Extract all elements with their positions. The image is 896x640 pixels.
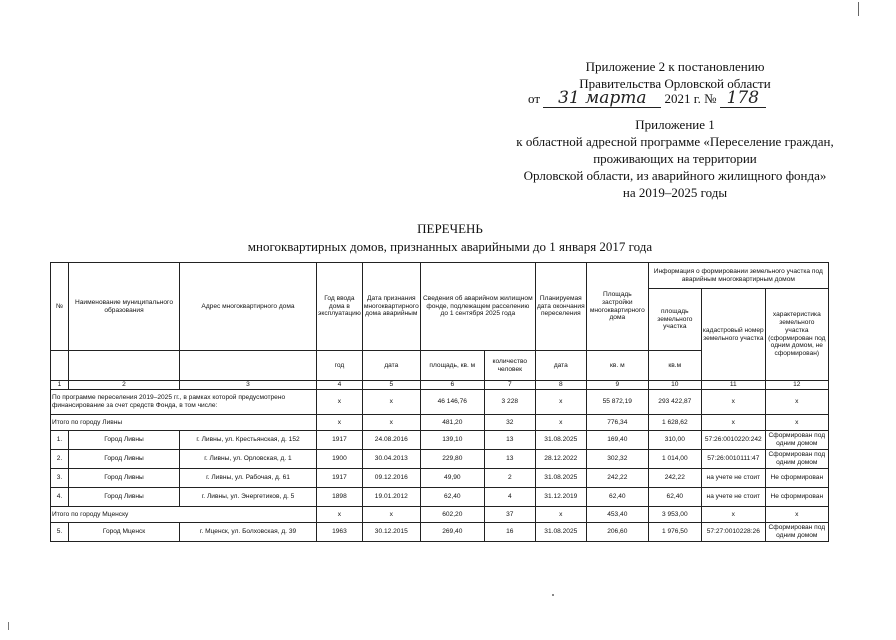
total-cell: х bbox=[765, 390, 828, 415]
total-cell: х bbox=[317, 390, 363, 415]
row-date: 30.12.2015 bbox=[362, 523, 420, 542]
col-fund-header: Сведения об аварийном жилищном фонде, подлежащем расселению до 1 сентября 2025 года bbox=[420, 263, 535, 351]
col-number: 7 bbox=[484, 381, 535, 390]
col-number: 9 bbox=[586, 381, 648, 390]
total-cell: х bbox=[535, 507, 586, 523]
row-built: 242,22 bbox=[586, 469, 648, 488]
total-cell: х bbox=[535, 390, 586, 415]
total-cell: х bbox=[701, 390, 765, 415]
row-num: 1. bbox=[51, 431, 69, 450]
row-date: 09.12.2016 bbox=[362, 469, 420, 488]
row-cadastral: на учете не стоит bbox=[701, 469, 765, 488]
row-land: 310,00 bbox=[648, 431, 701, 450]
col-status-header: характеристика земельного участка (сформирован под одним домом, не сформирован) bbox=[765, 289, 828, 381]
row-built: 302,32 bbox=[586, 450, 648, 469]
row-num: 4. bbox=[51, 488, 69, 507]
total-cell: 3 228 bbox=[484, 390, 535, 415]
row-plan: 31.12.2019 bbox=[535, 488, 586, 507]
total-cell: 32 bbox=[484, 415, 535, 431]
total-cell: х bbox=[701, 507, 765, 523]
row-year: 1917 bbox=[317, 431, 363, 450]
program-line3: Орловской области, из аварийного жилищного фонда» bbox=[523, 168, 827, 183]
total-cell: 481,20 bbox=[420, 415, 484, 431]
total-cell: 46 146,76 bbox=[420, 390, 484, 415]
program-total-label: По программе переселения 2019–2025 гг., в рамках которой предусмотрено финансирование за счет средств Фонда, в том числе: bbox=[51, 390, 317, 415]
col-number: 4 bbox=[317, 381, 363, 390]
col-num-header: № bbox=[51, 263, 69, 351]
row-plan: 31.08.2025 bbox=[535, 523, 586, 542]
row-people: 13 bbox=[484, 431, 535, 450]
row-num: 2. bbox=[51, 450, 69, 469]
col-built-header: Площадь застройки многоквартирного дома bbox=[586, 263, 648, 351]
row-area: 49,90 bbox=[420, 469, 484, 488]
row-status: Сформирован под одним домом bbox=[765, 450, 828, 469]
row-municipality: Город Ливны bbox=[69, 488, 180, 507]
mtsensk-total-row bbox=[51, 507, 829, 523]
row-status: Не сформирован bbox=[765, 488, 828, 507]
corner-mark bbox=[858, 2, 859, 16]
row-land: 242,22 bbox=[648, 469, 701, 488]
unit-people: количество человек bbox=[484, 351, 535, 381]
table-row bbox=[51, 523, 829, 542]
col-number: 6 bbox=[420, 381, 484, 390]
row-address: г. Мценск, ул. Болховская, д. 39 bbox=[180, 523, 317, 542]
col-number: 12 bbox=[765, 381, 828, 390]
col-cadastral-header: кадастровый номер земельного участка bbox=[701, 289, 765, 381]
total-cell: 37 bbox=[484, 507, 535, 523]
row-status: Не сформирован bbox=[765, 469, 828, 488]
row-cadastral: на учете не стоит bbox=[701, 488, 765, 507]
program-line1: к областной адресной программе «Переселение граждан, bbox=[516, 134, 834, 149]
table-row bbox=[51, 469, 829, 488]
col-number: 3 bbox=[180, 381, 317, 390]
row-municipality: Город Ливны bbox=[69, 431, 180, 450]
col-number: 2 bbox=[69, 381, 180, 390]
row-plan: 31.08.2025 bbox=[535, 431, 586, 450]
col-address-header: Адрес многоквартирного дома bbox=[180, 263, 317, 351]
scan-dot bbox=[552, 594, 554, 596]
table-row bbox=[51, 431, 829, 450]
col-land-header: Информация о формировании земельного участка под аварийным многоквартирным домом bbox=[648, 263, 828, 289]
total-cell: 55 872,19 bbox=[586, 390, 648, 415]
unit-sqm: кв. м bbox=[586, 351, 648, 381]
row-date: 24.08.2016 bbox=[362, 431, 420, 450]
row-people: 2 bbox=[484, 469, 535, 488]
document-heading: ПЕРЕЧЕНЬ bbox=[417, 221, 483, 236]
col-number: 1 bbox=[51, 381, 69, 390]
row-year: 1900 bbox=[317, 450, 363, 469]
row-land: 1 976,50 bbox=[648, 523, 701, 542]
column-number-row bbox=[51, 381, 829, 390]
row-land: 1 014,00 bbox=[648, 450, 701, 469]
total-cell: х bbox=[535, 415, 586, 431]
row-area: 269,40 bbox=[420, 523, 484, 542]
row-people: 4 bbox=[484, 488, 535, 507]
row-address: г. Ливны, ул. Крестьянская, д. 152 bbox=[180, 431, 317, 450]
col-number: 8 bbox=[535, 381, 586, 390]
unit-year: год bbox=[317, 351, 363, 381]
total-cell: х bbox=[362, 415, 420, 431]
row-area: 62,40 bbox=[420, 488, 484, 507]
handwritten-date: 31 марта bbox=[558, 88, 647, 108]
row-year: 1963 bbox=[317, 523, 363, 542]
scan-dot bbox=[8, 622, 9, 630]
row-cadastral: 57:26:0010111:47 bbox=[701, 450, 765, 469]
total-cell: х bbox=[317, 507, 363, 523]
row-area: 229,80 bbox=[420, 450, 484, 469]
row-built: 169,40 bbox=[586, 431, 648, 450]
col-number: 5 bbox=[362, 381, 420, 390]
row-plan: 31.08.2025 bbox=[535, 469, 586, 488]
row-people: 16 bbox=[484, 523, 535, 542]
col-number: 11 bbox=[701, 381, 765, 390]
row-area: 139,10 bbox=[420, 431, 484, 450]
col-number: 10 bbox=[648, 381, 701, 390]
row-land: 62,40 bbox=[648, 488, 701, 507]
row-year: 1898 bbox=[317, 488, 363, 507]
program-line4: на 2019–2025 годы bbox=[622, 185, 728, 200]
col-plan-header: Планируемая дата окончания переселения bbox=[535, 263, 586, 351]
col-date-header: Дата признания многоквартирного дома аварийным bbox=[362, 263, 420, 351]
row-num: 5. bbox=[51, 523, 69, 542]
livny-total-row bbox=[51, 415, 829, 431]
appendix-title: Приложение 1 bbox=[635, 117, 715, 132]
table-row bbox=[51, 450, 829, 469]
unit-date: дата bbox=[362, 351, 420, 381]
total-cell: 3 953,00 bbox=[648, 507, 701, 523]
total-cell: 776,34 bbox=[586, 415, 648, 431]
row-built: 62,40 bbox=[586, 488, 648, 507]
row-date: 19.01.2012 bbox=[362, 488, 420, 507]
header-line1: Приложение 2 к постановлению bbox=[585, 59, 765, 74]
row-date: 30.04.2013 bbox=[362, 450, 420, 469]
row-people: 13 bbox=[484, 450, 535, 469]
emergency-houses-table bbox=[50, 262, 829, 542]
unit-sqm2: кв.м bbox=[648, 351, 701, 381]
total-cell: 293 422,87 bbox=[648, 390, 701, 415]
row-plan: 28.12.2022 bbox=[535, 450, 586, 469]
unit-area: площадь, кв. м bbox=[420, 351, 484, 381]
row-year: 1917 bbox=[317, 469, 363, 488]
row-address: г. Ливны, ул. Орловская, д. 1 bbox=[180, 450, 317, 469]
header-line2: Правительства Орловской области bbox=[579, 76, 771, 91]
row-municipality: Город Ливны bbox=[69, 469, 180, 488]
program-line2: проживающих на территории bbox=[593, 151, 757, 166]
program-total-row bbox=[51, 390, 829, 415]
row-num: 3. bbox=[51, 469, 69, 488]
row-cadastral: 57:27:0010228:26 bbox=[701, 523, 765, 542]
row-address: г. Ливны, ул. Рабочая, д. 61 bbox=[180, 469, 317, 488]
total-cell: х bbox=[701, 415, 765, 431]
row-municipality: Город Мценск bbox=[69, 523, 180, 542]
total-cell: х bbox=[317, 415, 363, 431]
handwritten-number: 178 bbox=[726, 88, 760, 108]
year-text: 2021 г. № bbox=[664, 91, 717, 106]
total-cell: 602,20 bbox=[420, 507, 484, 523]
total-cell: 1 628,62 bbox=[648, 415, 701, 431]
total-cell: 453,40 bbox=[586, 507, 648, 523]
unit-date2: дата bbox=[535, 351, 586, 381]
row-municipality: Город Ливны bbox=[69, 450, 180, 469]
row-built: 206,60 bbox=[586, 523, 648, 542]
table-row bbox=[51, 488, 829, 507]
row-address: г. Ливны, ул. Энергетиков, д. 5 bbox=[180, 488, 317, 507]
col-land-area-header: площадь земельного участка bbox=[648, 289, 701, 351]
livny-total-label: Итого по городу Ливны bbox=[51, 415, 317, 431]
total-cell: х bbox=[362, 390, 420, 415]
decree-line bbox=[528, 90, 828, 108]
row-status: Сформирован под одним домом bbox=[765, 523, 828, 542]
row-cadastral: 57:26:0010220:242 bbox=[701, 431, 765, 450]
from-word: от bbox=[528, 91, 541, 106]
total-cell: х bbox=[362, 507, 420, 523]
total-cell: х bbox=[765, 415, 828, 431]
document-subheading: многоквартирных домов, признанных аварийными до 1 января 2017 года bbox=[247, 239, 653, 254]
row-status: Сформирован под одним домом bbox=[765, 431, 828, 450]
mtsensk-total-label: Итого по городу Мценску bbox=[51, 507, 317, 523]
col-municipality-header: Наименование муниципального образования bbox=[69, 263, 180, 351]
col-year-header: Год ввода дома в эксплуатацию bbox=[317, 263, 363, 351]
total-cell: х bbox=[765, 507, 828, 523]
